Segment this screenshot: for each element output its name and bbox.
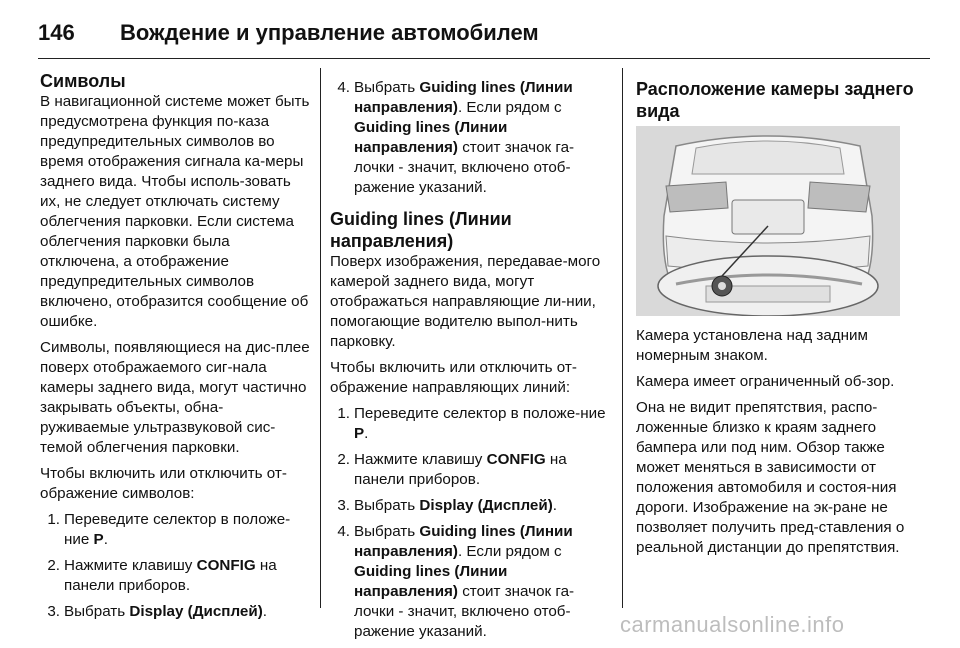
column-symbols — [40, 70, 312, 628]
section-heading-camera-location: Расположение камеры заднего вида — [636, 79, 914, 121]
column-camera-location — [636, 78, 926, 564]
list-item: 2. Нажмите клавишу CONFIG на панели приборов. — [337, 451, 567, 488]
list-item: 4. Выбрать Guiding lines (Линии направления). Если рядом с Guiding lines (Линии направления) стоит значок га-лочки - значит, включено отоб-ражение указаний. — [337, 79, 575, 196]
rear-camera-illustration — [636, 126, 900, 316]
paragraph: Поверх изображения, передавае-мого камерой заднего вида, могут отображаться направляющие ли-нии, помогающие водителю выпол-нить парковку. — [330, 253, 601, 350]
column-divider — [622, 68, 623, 608]
section-heading-symbols: Символы — [40, 71, 126, 91]
section-heading-guiding-lines: Guiding lines (Линии направления) — [330, 209, 512, 251]
list-item: 3. Выбрать Display (Дисплей). — [47, 603, 268, 620]
column-divider — [320, 68, 321, 608]
list-item: 4. Выбрать Guiding lines (Линии направления). Если рядом с Guiding lines (Линии направления) стоит значок га-лочки - значит, включено отоб-ражение указаний. — [337, 523, 575, 640]
watermark-text: carmanualsonline.info — [620, 612, 845, 637]
paragraph: Камера имеет ограниченный об-зор. — [636, 373, 895, 390]
list-item: 3. Выбрать Display (Дисплей). — [337, 497, 558, 514]
list-item: 1. Переведите селектор в положе-ние P. — [337, 405, 606, 442]
paragraph: Чтобы включить или отключить от-ображение направляющих линий: — [330, 359, 577, 396]
paragraph: В навигационной системе может быть предусмотрена функция по-каза предупредительных символов во время отображения сигнала ка-меры заднего вида. Чтобы исполь-зовать их, не следует отключать систему облегчения парковки. Если система облегчения парковки была отключена, а отображение предупредительных символов включено, отобразится сообщение об ошибке. — [40, 93, 310, 330]
paragraph: Камера установлена над задним номерным знаком. — [636, 327, 868, 364]
page-title: Вождение и управление автомобилем — [120, 20, 539, 45]
list-item: 1. Переведите селектор в положе-ние P. — [47, 511, 291, 548]
paragraph: Она не видит препятствия, распо-ложенные близко к краям заднего бампера или под ним. Обзор также может меняться в зависимости от положения автомобиля и состоя-ния дороги. Изображение на эк-ране не позволяет получить пред-ставления о реальной дистанции до препятствия. — [636, 399, 905, 556]
page-header — [38, 8, 930, 54]
page-number: 146 — [38, 20, 75, 45]
paragraph: Чтобы включить или отключить от-ображение символов: — [40, 465, 287, 502]
list-item: 2. Нажмите клавишу CONFIG на панели приборов. — [47, 557, 277, 594]
paragraph: Символы, появляющиеся на дис-плее поверх отображаемого сиг-нала камеры заднего вида, могут частично закрывать объекты, обна-руживаемые ультразвуковой сис-темой облегчения парковки. — [40, 339, 310, 456]
column-guiding-lines — [330, 78, 608, 648]
header-rule — [38, 58, 930, 59]
